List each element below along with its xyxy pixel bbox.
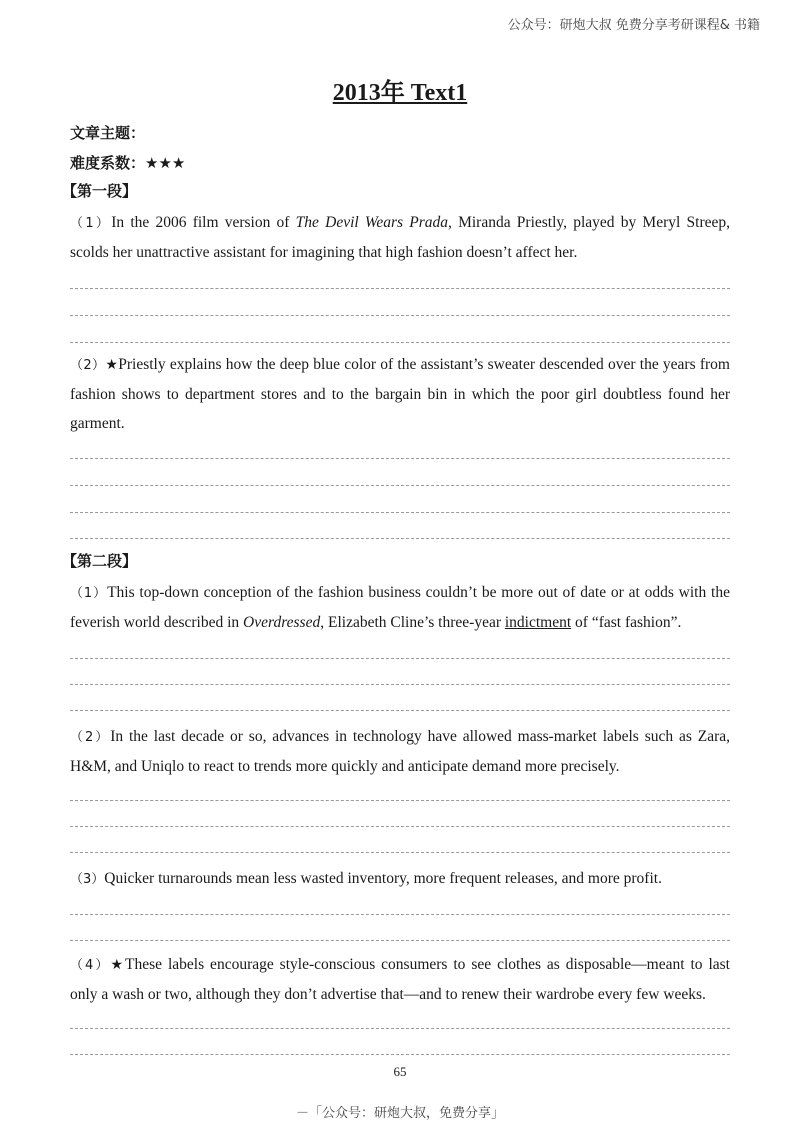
sentence-number: （4） bbox=[70, 958, 111, 973]
sentence-number: （1） bbox=[70, 586, 108, 601]
answer-line bbox=[70, 710, 730, 711]
difficulty-label: 难度系数： bbox=[70, 154, 146, 172]
header-watermark-note: 公众号：研炮大叔 免费分享考研课程& 书籍 bbox=[507, 18, 760, 33]
answer-line bbox=[70, 538, 730, 539]
answer-line bbox=[70, 800, 730, 801]
answer-line bbox=[70, 684, 730, 685]
answer-line bbox=[70, 914, 730, 915]
difficulty-field bbox=[70, 152, 185, 173]
sentence-text: , Miranda Priestly, played by Meryl Streep, scolds her unattractive assistant for imagining that high fashion doesn’t affect her. bbox=[70, 214, 730, 261]
answer-line bbox=[70, 458, 730, 459]
sentence-text: In the last decade or so, advances in technology have allowed mass-market labels such as Zara, H&M, and Uniqlo to react to trends more quickly and anticipate demand more precisely. bbox=[70, 728, 730, 775]
answer-line bbox=[70, 658, 730, 659]
sentence-text: of “fast fashion”. bbox=[571, 614, 682, 631]
key-sentence-star-icon: ★ bbox=[110, 957, 126, 973]
topic-label: 文章主题： bbox=[70, 124, 146, 142]
answer-line bbox=[70, 315, 730, 316]
sentence-text: This top-down conception of the fashion business couldn’t be more out of date or at odds with the feverish world described in bbox=[70, 584, 730, 631]
page-title: 2013年 Text1 bbox=[332, 80, 468, 106]
difficulty-stars: ★★★ bbox=[145, 154, 186, 172]
answer-line bbox=[70, 342, 730, 343]
sentence-text: These labels encourage style-conscious consumers to see clothes as disposable—meant to last only a wash or two, although they don’t advertise that—and to renew their wardrobe every few weeks. bbox=[70, 956, 730, 1003]
section-2-sentence-4 bbox=[70, 950, 730, 1009]
answer-line bbox=[70, 1054, 730, 1055]
sentence-number: （2） bbox=[70, 730, 111, 745]
answer-line bbox=[70, 512, 730, 513]
sentence-text: In the 2006 film version of bbox=[111, 214, 296, 231]
sentence-text: Quicker turnarounds mean less wasted inventory, more frequent releases, and more profit. bbox=[104, 870, 662, 887]
film-title: The Devil Wears Prada bbox=[295, 214, 449, 231]
sentence-number: （3） bbox=[70, 872, 105, 887]
section-1-label: 【第一段】 bbox=[62, 182, 138, 200]
answer-line bbox=[70, 826, 730, 827]
section-2-sentence-1 bbox=[70, 578, 730, 637]
section-2-label: 【第二段】 bbox=[62, 552, 138, 570]
page-number: 65 bbox=[393, 1064, 407, 1079]
footer-watermark-note: －「公众号：研炮大叔，免费分享」 bbox=[295, 1106, 504, 1121]
answer-line bbox=[70, 1028, 730, 1029]
topic-field bbox=[70, 122, 145, 143]
section-2-sentence-2 bbox=[70, 722, 730, 781]
sentence-text: , Elizabeth Cline’s three-year bbox=[320, 614, 505, 631]
answer-line bbox=[70, 852, 730, 853]
answer-line bbox=[70, 288, 730, 289]
book-title: Overdressed bbox=[243, 614, 321, 631]
key-word: indictment bbox=[504, 614, 572, 631]
key-sentence-star-icon: ★ bbox=[105, 357, 119, 373]
answer-line bbox=[70, 940, 730, 941]
section-1-sentence-2 bbox=[70, 350, 730, 438]
section-1-sentence-1 bbox=[70, 208, 730, 267]
answer-line bbox=[70, 485, 730, 486]
sentence-number: （2） bbox=[70, 358, 106, 373]
sentence-number: （1） bbox=[70, 216, 112, 231]
sentence-text: Priestly explains how the deep blue color of the assistant’s sweater descended over the years from fashion shows to department stores and to the bargain bin in which the poor girl doubtless found her garment. bbox=[70, 356, 730, 432]
section-2-sentence-3 bbox=[70, 864, 730, 894]
